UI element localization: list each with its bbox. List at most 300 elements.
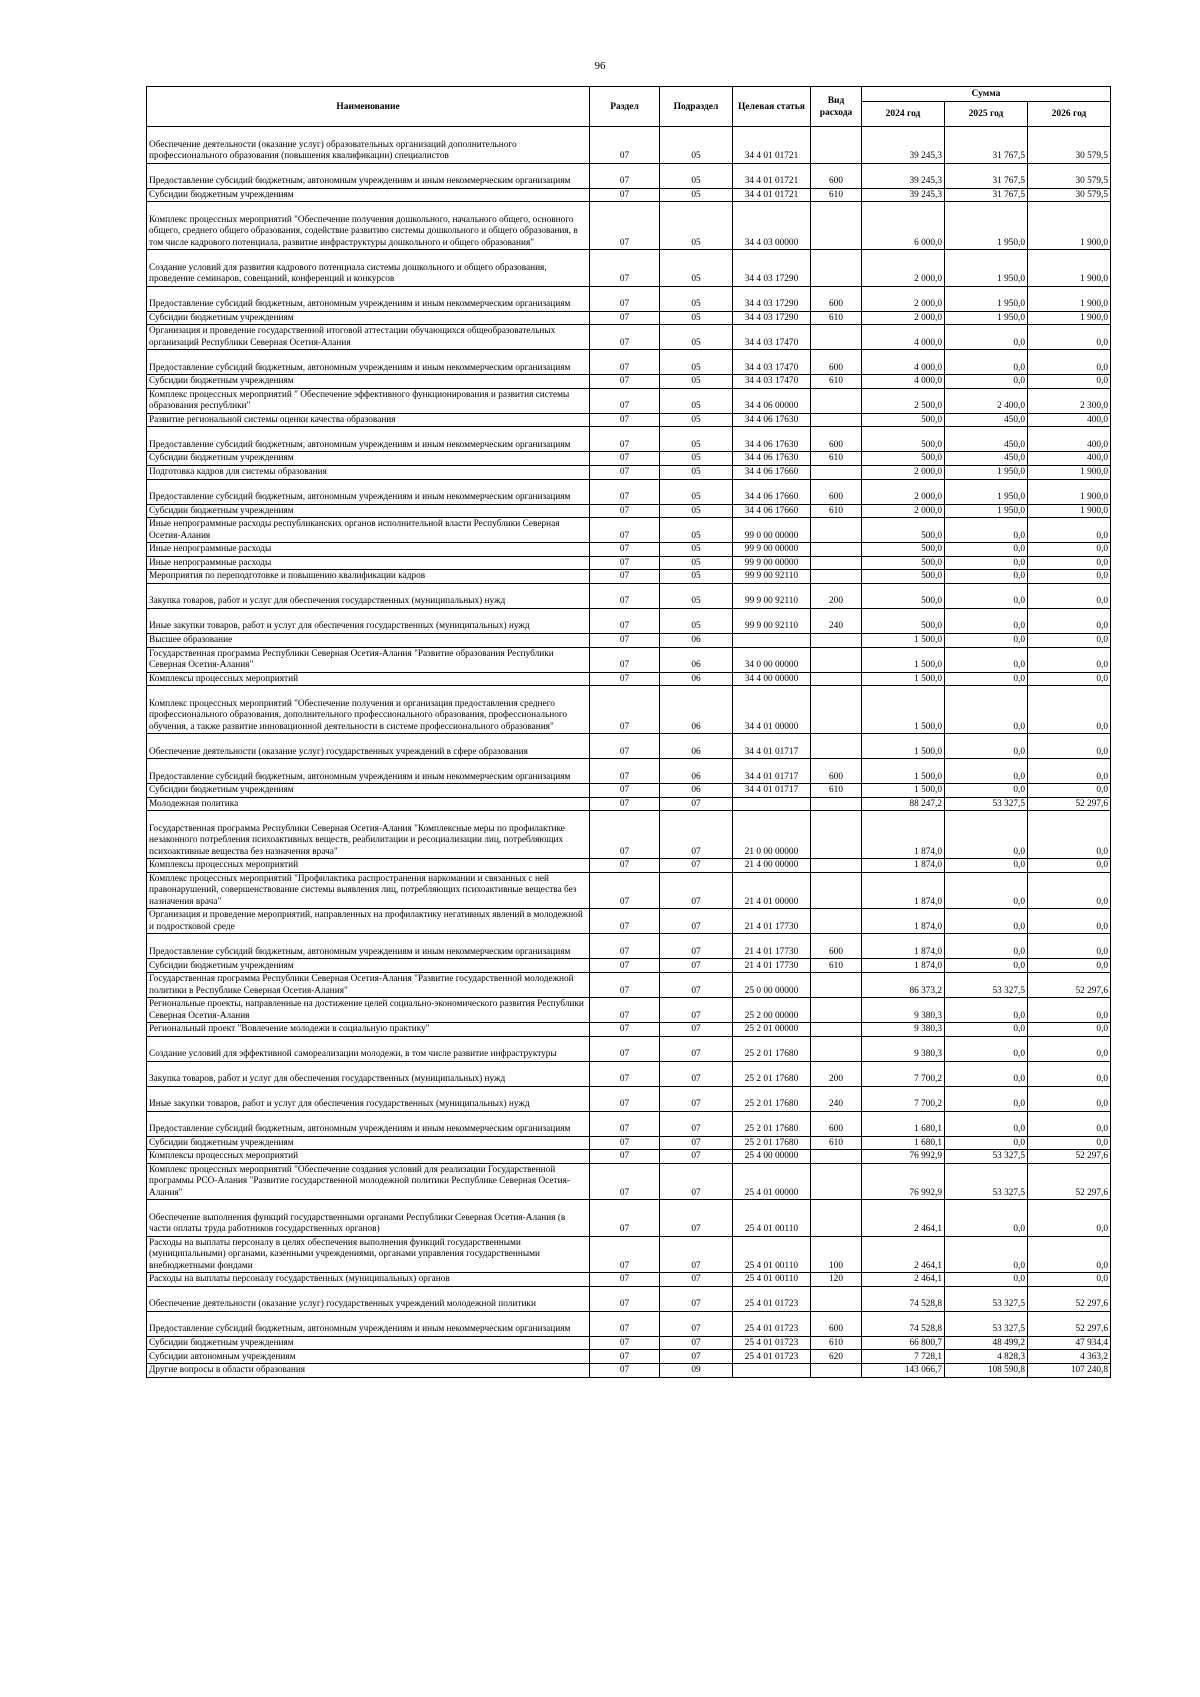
cell-subsection: 05 (660, 427, 733, 452)
cell-subsection: 06 (660, 759, 733, 784)
cell-sum-2025: 0,0 (945, 556, 1028, 570)
cell-sum-2025: 0,0 (945, 1236, 1028, 1273)
cell-sum-2026: 0,0 (1028, 325, 1111, 350)
cell-section: 07 (590, 311, 660, 325)
cell-target-article: 99 9 00 92110 (733, 608, 811, 633)
cell-target-article: 25 4 01 01723 (733, 1311, 811, 1336)
table-row (147, 1150, 1111, 1164)
cell-subsection: 07 (660, 1061, 733, 1086)
cell-section: 07 (590, 286, 660, 311)
cell-sum-2024: 500,0 (862, 583, 945, 608)
table-row (147, 1061, 1111, 1086)
table-row (147, 633, 1111, 647)
table-row (147, 1023, 1111, 1037)
cell-sum-2025: 0,0 (945, 375, 1028, 389)
table-row (147, 1136, 1111, 1150)
cell-sum-2025: 31 767,5 (945, 188, 1028, 202)
cell-subsection: 05 (660, 311, 733, 325)
cell-sum-2024: 39 245,3 (862, 188, 945, 202)
cell-target-article: 34 4 03 17470 (733, 375, 811, 389)
cell-name: Иные закупки товаров, работ и услуг для обеспечения государственных (муниципальных) нужд (147, 608, 590, 633)
cell-expense-type (811, 388, 862, 413)
cell-target-article: 25 2 01 17680 (733, 1086, 811, 1111)
table-row (147, 479, 1111, 504)
table-row (147, 734, 1111, 759)
cell-name: Предоставление субсидий бюджетным, автономным учреждениям и иным некоммерческим организациям (147, 759, 590, 784)
cell-sum-2024: 2 464,1 (862, 1273, 945, 1287)
cell-section: 07 (590, 998, 660, 1023)
table-row (147, 1336, 1111, 1350)
table-row (147, 1311, 1111, 1336)
cell-sum-2025: 0,0 (945, 543, 1028, 557)
header-year-2024: 2024 год (862, 102, 945, 127)
table-row (147, 250, 1111, 287)
table-row (147, 1364, 1111, 1378)
cell-subsection: 07 (660, 1111, 733, 1136)
cell-name: Субсидии бюджетным учреждениям (147, 311, 590, 325)
cell-sum-2026: 0,0 (1028, 350, 1111, 375)
cell-target-article: 34 4 06 17630 (733, 427, 811, 452)
cell-expense-type (811, 1286, 862, 1311)
cell-expense-type (811, 1163, 862, 1200)
cell-sum-2025: 0,0 (945, 1111, 1028, 1136)
cell-expense-type (811, 872, 862, 909)
cell-section: 07 (590, 1163, 660, 1200)
cell-section: 07 (590, 872, 660, 909)
cell-target-article: 99 0 00 00000 (733, 518, 811, 543)
cell-target-article: 25 2 01 00000 (733, 1023, 811, 1037)
cell-sum-2024: 1 874,0 (862, 959, 945, 973)
cell-section: 07 (590, 973, 660, 998)
cell-section: 07 (590, 1086, 660, 1111)
cell-name: Предоставление субсидий бюджетным, автономным учреждениям и иным некоммерческим организациям (147, 163, 590, 188)
cell-sum-2024: 500,0 (862, 452, 945, 466)
cell-section: 07 (590, 556, 660, 570)
table-row (147, 998, 1111, 1023)
cell-expense-type (811, 250, 862, 287)
cell-subsection: 05 (660, 413, 733, 427)
cell-sum-2025: 1 950,0 (945, 202, 1028, 250)
cell-sum-2025: 2 400,0 (945, 388, 1028, 413)
cell-name: Субсидии бюджетным учреждениям (147, 375, 590, 389)
cell-sum-2024: 66 800,7 (862, 1336, 945, 1350)
cell-section: 07 (590, 647, 660, 672)
cell-sum-2024: 2 000,0 (862, 504, 945, 518)
cell-subsection: 09 (660, 1364, 733, 1378)
cell-sum-2026: 107 240,8 (1028, 1364, 1111, 1378)
cell-expense-type (811, 570, 862, 584)
cell-sum-2025: 0,0 (945, 633, 1028, 647)
cell-sum-2026: 1 900,0 (1028, 465, 1111, 479)
cell-section: 07 (590, 202, 660, 250)
cell-name: Предоставление субсидий бюджетным, автономным учреждениям и иным некоммерческим организациям (147, 1111, 590, 1136)
cell-subsection: 05 (660, 350, 733, 375)
cell-sum-2026: 0,0 (1028, 375, 1111, 389)
cell-expense-type (811, 465, 862, 479)
cell-sum-2024: 2 464,1 (862, 1200, 945, 1237)
cell-sum-2024: 1 874,0 (862, 909, 945, 934)
cell-name: Иные непрограммные расходы республиканских органов исполнительной власти Республики Северная Осетия-Алания (147, 518, 590, 543)
cell-section: 07 (590, 859, 660, 873)
cell-name: Предоставление субсидий бюджетным, автономным учреждениям и иным некоммерческим организациям (147, 479, 590, 504)
table-row (147, 1163, 1111, 1200)
cell-subsection: 07 (660, 934, 733, 959)
cell-expense-type (811, 859, 862, 873)
cell-subsection: 07 (660, 797, 733, 811)
cell-subsection: 07 (660, 811, 733, 859)
table-row (147, 672, 1111, 686)
cell-sum-2026: 0,0 (1028, 518, 1111, 543)
cell-section: 07 (590, 784, 660, 798)
cell-sum-2026: 1 900,0 (1028, 286, 1111, 311)
cell-target-article: 34 4 03 17290 (733, 250, 811, 287)
cell-sum-2024: 1 874,0 (862, 934, 945, 959)
cell-sum-2024: 4 000,0 (862, 350, 945, 375)
cell-sum-2025: 450,0 (945, 413, 1028, 427)
cell-name: Предоставление субсидий бюджетным, автономным учреждениям и иным некоммерческим организациям (147, 350, 590, 375)
cell-section: 07 (590, 570, 660, 584)
table-row (147, 388, 1111, 413)
cell-subsection: 07 (660, 1311, 733, 1336)
cell-section: 07 (590, 797, 660, 811)
cell-expense-type: 610 (811, 452, 862, 466)
table-row (147, 759, 1111, 784)
cell-target-article: 25 2 00 00000 (733, 998, 811, 1023)
cell-sum-2026: 0,0 (1028, 759, 1111, 784)
cell-target-article: 34 4 01 01721 (733, 163, 811, 188)
cell-section: 07 (590, 686, 660, 734)
cell-sum-2024: 74 528,8 (862, 1311, 945, 1336)
cell-section: 07 (590, 811, 660, 859)
cell-name: Предоставление субсидий бюджетным, автономным учреждениям и иным некоммерческим организациям (147, 1311, 590, 1336)
cell-expense-type: 600 (811, 163, 862, 188)
cell-expense-type (811, 1036, 862, 1061)
cell-sum-2024: 1 874,0 (862, 859, 945, 873)
cell-section: 07 (590, 427, 660, 452)
table-row (147, 413, 1111, 427)
cell-section: 07 (590, 543, 660, 557)
cell-section: 07 (590, 1364, 660, 1378)
cell-expense-type: 200 (811, 583, 862, 608)
cell-subsection: 05 (660, 163, 733, 188)
cell-name: Закупка товаров, работ и услуг для обеспечения государственных (муниципальных) нужд (147, 1061, 590, 1086)
table-row (147, 350, 1111, 375)
cell-name: Комплекс процессных мероприятий "Обеспечение получения дошкольного, начального общего, основного общего, среднего общего образования, содействие развитию системы дошкольного и общего образования, в том числе кадрового потенциала, развитие инфраструктуры дошкольного и общего образования" (147, 202, 590, 250)
cell-expense-type: 600 (811, 350, 862, 375)
cell-sum-2026: 1 900,0 (1028, 504, 1111, 518)
cell-sum-2026: 0,0 (1028, 543, 1111, 557)
table-row (147, 784, 1111, 798)
cell-sum-2025: 53 327,5 (945, 1163, 1028, 1200)
cell-name: Комплекс процессных мероприятий "Обеспечение получения и организация предоставления среднего профессионального образования, дополнительного профессионального образования, профессионального обучения, а также развитие инновационной деятельности в системе профессионального образования" (147, 686, 590, 734)
cell-sum-2024: 500,0 (862, 608, 945, 633)
cell-target-article: 25 4 01 00000 (733, 1163, 811, 1200)
cell-expense-type (811, 1150, 862, 1164)
cell-expense-type (811, 734, 862, 759)
cell-sum-2024: 2 000,0 (862, 311, 945, 325)
cell-sum-2024: 7 700,2 (862, 1086, 945, 1111)
cell-sum-2025: 0,0 (945, 859, 1028, 873)
cell-expense-type (811, 973, 862, 998)
cell-name: Региональные проекты, направленные на достижение целей социально-экономического развития Республики Северная Осетия-Алания (147, 998, 590, 1023)
cell-sum-2026: 0,0 (1028, 811, 1111, 859)
cell-section: 07 (590, 672, 660, 686)
cell-subsection: 07 (660, 909, 733, 934)
cell-expense-type: 610 (811, 188, 862, 202)
cell-target-article: 34 4 01 01721 (733, 188, 811, 202)
cell-target-article: 34 4 03 00000 (733, 202, 811, 250)
cell-subsection: 07 (660, 1236, 733, 1273)
cell-target-article: 34 4 00 00000 (733, 672, 811, 686)
cell-sum-2025: 0,0 (945, 608, 1028, 633)
cell-name: Расходы на выплаты персоналу государственных (муниципальных) органов (147, 1273, 590, 1287)
cell-sum-2025: 0,0 (945, 672, 1028, 686)
cell-subsection: 06 (660, 672, 733, 686)
table-row (147, 872, 1111, 909)
cell-expense-type (811, 325, 862, 350)
cell-sum-2024: 74 528,8 (862, 1286, 945, 1311)
cell-name: Расходы на выплаты персоналу в целях обеспечения выполнения функций государственными (муниципальными) органами, казенными учреждениями, органами управления государственными внебюджетными фондами (147, 1236, 590, 1273)
cell-name: Субсидии бюджетным учреждениям (147, 188, 590, 202)
cell-name: Субсидии бюджетным учреждениям (147, 1136, 590, 1150)
cell-name: Комплекс процессных мероприятий "Обеспечение создания условий для реализации Государственной программы РСО-Алания "Развитие государственной молодежной политики Республике Северная Осетия-Алания" (147, 1163, 590, 1200)
cell-target-article: 21 4 00 00000 (733, 859, 811, 873)
cell-section: 07 (590, 465, 660, 479)
cell-expense-type: 600 (811, 1111, 862, 1136)
cell-sum-2024: 9 380,3 (862, 998, 945, 1023)
cell-expense-type (811, 1364, 862, 1378)
cell-target-article: 34 4 03 17470 (733, 350, 811, 375)
cell-expense-type (811, 686, 862, 734)
cell-sum-2024: 2 000,0 (862, 286, 945, 311)
cell-expense-type: 600 (811, 759, 862, 784)
cell-sum-2024: 500,0 (862, 518, 945, 543)
cell-section: 07 (590, 583, 660, 608)
cell-section: 07 (590, 1236, 660, 1273)
cell-subsection: 05 (660, 250, 733, 287)
cell-expense-type (811, 127, 862, 164)
cell-sum-2025: 0,0 (945, 759, 1028, 784)
cell-subsection: 05 (660, 388, 733, 413)
cell-section: 07 (590, 504, 660, 518)
cell-expense-type (811, 998, 862, 1023)
cell-subsection: 05 (660, 608, 733, 633)
cell-section: 07 (590, 163, 660, 188)
cell-name: Предоставление субсидий бюджетным, автономным учреждениям и иным некоммерческим организациям (147, 427, 590, 452)
cell-sum-2025: 0,0 (945, 959, 1028, 973)
cell-expense-type (811, 909, 862, 934)
cell-section: 07 (590, 1111, 660, 1136)
cell-subsection: 05 (660, 188, 733, 202)
cell-section: 07 (590, 1350, 660, 1364)
cell-sum-2024: 2 500,0 (862, 388, 945, 413)
cell-target-article: 25 2 01 17680 (733, 1111, 811, 1136)
cell-sum-2025: 0,0 (945, 518, 1028, 543)
header-year-2026: 2026 год (1028, 102, 1111, 127)
cell-sum-2025: 0,0 (945, 1136, 1028, 1150)
cell-target-article: 25 4 01 00110 (733, 1273, 811, 1287)
cell-target-article: 34 4 01 01717 (733, 759, 811, 784)
cell-subsection: 07 (660, 859, 733, 873)
cell-subsection: 06 (660, 647, 733, 672)
cell-section: 07 (590, 127, 660, 164)
cell-sum-2024: 76 992,9 (862, 1163, 945, 1200)
cell-name: Другие вопросы в области образования (147, 1364, 590, 1378)
table-row (147, 1273, 1111, 1287)
cell-sum-2025: 1 950,0 (945, 465, 1028, 479)
cell-section: 07 (590, 413, 660, 427)
cell-sum-2025: 0,0 (945, 1200, 1028, 1237)
cell-sum-2024: 500,0 (862, 570, 945, 584)
header-year-2025: 2025 год (945, 102, 1028, 127)
cell-name: Субсидии бюджетным учреждениям (147, 504, 590, 518)
table-row (147, 504, 1111, 518)
cell-sum-2024: 39 245,3 (862, 163, 945, 188)
cell-section: 07 (590, 325, 660, 350)
table-row (147, 959, 1111, 973)
cell-name: Создание условий для эффективной самореализации молодежи, в том числе развитие инфраструктуры (147, 1036, 590, 1061)
cell-target-article: 21 0 00 00000 (733, 811, 811, 859)
cell-target-article (733, 1364, 811, 1378)
cell-target-article: 21 4 01 00000 (733, 872, 811, 909)
cell-sum-2025: 1 950,0 (945, 311, 1028, 325)
cell-target-article: 25 4 01 01723 (733, 1336, 811, 1350)
cell-sum-2026: 0,0 (1028, 1236, 1111, 1273)
cell-subsection: 07 (660, 1150, 733, 1164)
table-row (147, 286, 1111, 311)
cell-sum-2024: 1 874,0 (862, 811, 945, 859)
table-row (147, 188, 1111, 202)
cell-target-article: 25 0 00 00000 (733, 973, 811, 998)
table-row (147, 647, 1111, 672)
cell-subsection: 07 (660, 1286, 733, 1311)
cell-target-article: 25 2 01 17680 (733, 1061, 811, 1086)
cell-sum-2024: 1 500,0 (862, 647, 945, 672)
cell-subsection: 07 (660, 1036, 733, 1061)
cell-subsection: 07 (660, 959, 733, 973)
table-row (147, 909, 1111, 934)
cell-sum-2024: 500,0 (862, 427, 945, 452)
cell-sum-2026: 0,0 (1028, 1200, 1111, 1237)
cell-expense-type: 610 (811, 375, 862, 389)
cell-sum-2025: 108 590,8 (945, 1364, 1028, 1378)
cell-sum-2026: 0,0 (1028, 1273, 1111, 1287)
cell-sum-2024: 2 000,0 (862, 250, 945, 287)
table-row (147, 686, 1111, 734)
cell-sum-2026: 0,0 (1028, 959, 1111, 973)
cell-name: Обеспечение выполнения функций государственными органами Республики Северная Осетия-Алания (в части оплаты труда работников государственных органов) (147, 1200, 590, 1237)
table-row (147, 608, 1111, 633)
cell-subsection: 05 (660, 504, 733, 518)
cell-sum-2026: 0,0 (1028, 998, 1111, 1023)
table-row (147, 556, 1111, 570)
cell-sum-2024: 1 680,1 (862, 1136, 945, 1150)
cell-expense-type: 620 (811, 1350, 862, 1364)
cell-name: Подготовка кадров для системы образования (147, 465, 590, 479)
cell-subsection: 07 (660, 1163, 733, 1200)
cell-sum-2025: 53 327,5 (945, 973, 1028, 998)
cell-section: 07 (590, 759, 660, 784)
cell-section: 07 (590, 1061, 660, 1086)
table-row (147, 375, 1111, 389)
cell-name: Комплекс процессных мероприятий "Профилактика распространения наркомании и связанных с ней правонарушений, совершенствование системы выявления лиц, потребляющих психоактивные вещества без назначения врача" (147, 872, 590, 909)
cell-subsection: 05 (660, 518, 733, 543)
cell-name: Комплекс процессных мероприятий " Обеспечение эффективного функционирования и развития системы образования республики" (147, 388, 590, 413)
cell-sum-2024: 9 380,3 (862, 1023, 945, 1037)
table-row (147, 1036, 1111, 1061)
page-number: 96 (594, 60, 606, 72)
cell-sum-2024: 500,0 (862, 543, 945, 557)
header-subsection: Подраздел (660, 87, 733, 127)
cell-sum-2025: 450,0 (945, 427, 1028, 452)
cell-sum-2024: 1 874,0 (862, 872, 945, 909)
cell-sum-2026: 0,0 (1028, 1136, 1111, 1150)
budget-table (146, 86, 1111, 1378)
cell-sum-2026: 0,0 (1028, 1023, 1111, 1037)
cell-target-article: 34 4 06 17630 (733, 452, 811, 466)
cell-sum-2025: 0,0 (945, 934, 1028, 959)
cell-sum-2026: 52 297,6 (1028, 1163, 1111, 1200)
header-target-article: Целевая статья (733, 87, 811, 127)
table-row (147, 570, 1111, 584)
cell-sum-2026: 0,0 (1028, 633, 1111, 647)
cell-target-article: 99 9 00 92110 (733, 570, 811, 584)
cell-sum-2024: 6 000,0 (862, 202, 945, 250)
table-body (147, 127, 1111, 1378)
cell-expense-type (811, 672, 862, 686)
cell-sum-2026: 0,0 (1028, 909, 1111, 934)
cell-name: Предоставление субсидий бюджетным, автономным учреждениям и иным некоммерческим организациям (147, 934, 590, 959)
cell-expense-type: 120 (811, 1273, 862, 1287)
cell-section: 07 (590, 1273, 660, 1287)
cell-sum-2024: 1 500,0 (862, 734, 945, 759)
cell-target-article: 21 4 01 17730 (733, 909, 811, 934)
cell-section: 07 (590, 1136, 660, 1150)
cell-sum-2026: 400,0 (1028, 427, 1111, 452)
cell-target-article: 99 9 00 00000 (733, 543, 811, 557)
cell-section: 07 (590, 1023, 660, 1037)
cell-target-article: 25 4 01 01723 (733, 1286, 811, 1311)
cell-subsection: 06 (660, 686, 733, 734)
cell-name: Государственная программа Республики Северная Осетия-Алания "Развитие государственной молодежной политики в Республике Северная Осетия-Алания" (147, 973, 590, 998)
cell-sum-2025: 0,0 (945, 570, 1028, 584)
cell-sum-2025: 0,0 (945, 325, 1028, 350)
cell-sum-2026: 52 297,6 (1028, 1150, 1111, 1164)
cell-subsection: 05 (660, 375, 733, 389)
cell-name: Иные непрограммные расходы (147, 543, 590, 557)
cell-target-article: 21 4 01 17730 (733, 959, 811, 973)
cell-sum-2026: 0,0 (1028, 556, 1111, 570)
cell-expense-type: 610 (811, 1336, 862, 1350)
cell-section: 07 (590, 608, 660, 633)
cell-expense-type: 610 (811, 784, 862, 798)
cell-sum-2025: 0,0 (945, 350, 1028, 375)
cell-expense-type: 600 (811, 934, 862, 959)
cell-target-article: 34 4 03 17470 (733, 325, 811, 350)
table-row (147, 1200, 1111, 1237)
table-row (147, 518, 1111, 543)
cell-sum-2024: 500,0 (862, 413, 945, 427)
cell-name: Комплексы процессных мероприятий (147, 672, 590, 686)
cell-sum-2026: 0,0 (1028, 608, 1111, 633)
cell-subsection: 05 (660, 286, 733, 311)
cell-expense-type (811, 633, 862, 647)
cell-sum-2025: 0,0 (945, 811, 1028, 859)
cell-sum-2024: 88 247,2 (862, 797, 945, 811)
cell-name: Организация и проведение государственной итоговой аттестации обучающихся общеобразовательных организаций Республики Северная Осетия-Алания (147, 325, 590, 350)
cell-expense-type: 610 (811, 311, 862, 325)
cell-sum-2024: 76 992,9 (862, 1150, 945, 1164)
